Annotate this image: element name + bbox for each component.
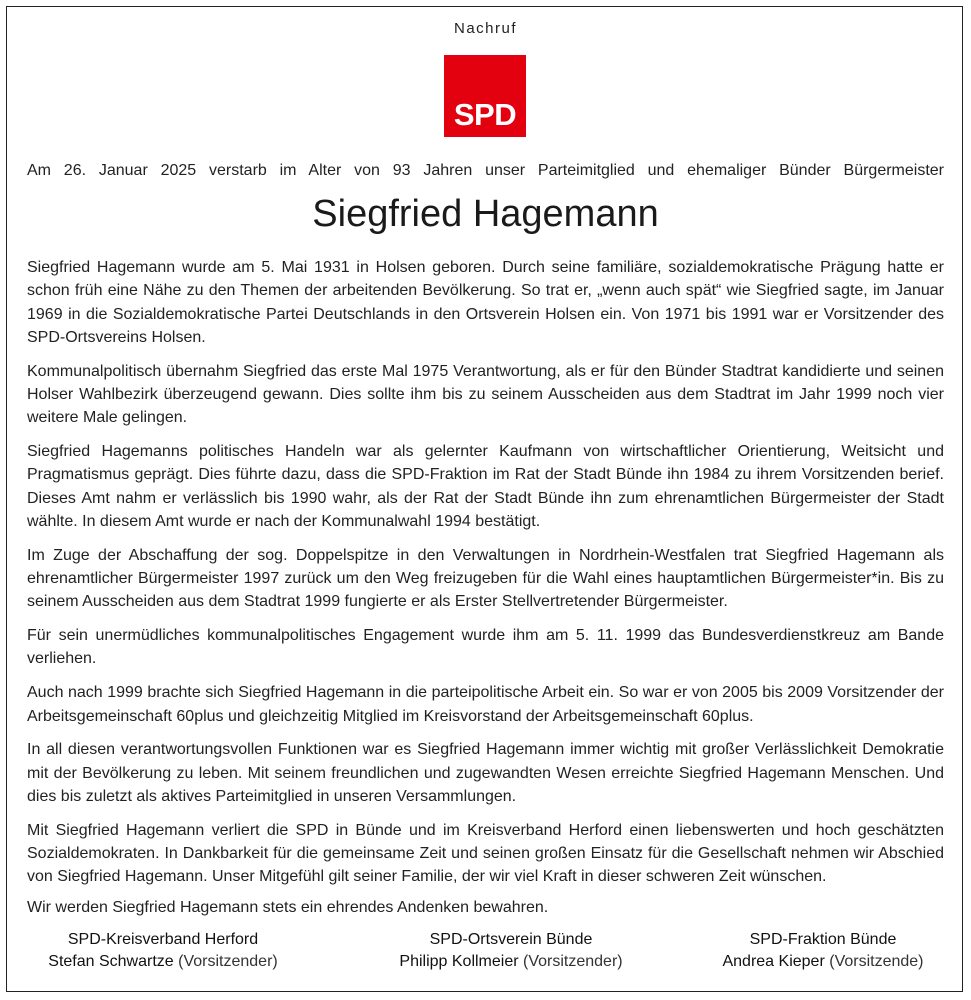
paragraph-city-council: Kommunalpolitisch übernahm Siegfried das erste Mal 1975 Verantwortung, als er für den Bünder Stadtrat kandidierte und seinen Holser Wahlbezirk überzeugend gewann. Dies sollte ihm bis zu seinem Ausscheiden aus dem Stadtrat im Jahr 1999 noch vier weitere Male gelingen. [27,362,944,427]
signature-org: SPD-Ortsverein Bünde [429,931,593,948]
signature-person-name: Andrea Kieper [722,953,825,970]
signature-kreisverband [30,929,296,973]
closing-line: Wir werden Siegfried Hagemann stets ein ehrendes Andenken bewahren. [27,899,549,916]
signature-person [690,951,956,973]
signature-person [30,951,296,973]
notice-header-label: Nachruf [453,20,518,37]
signature-person-role: (Vorsitzende) [829,953,924,970]
paragraph-60plus: Auch nach 1999 brachte sich Siegfried Hagemann in die parteipolitische Arbeit ein. So war er von 2005 bis 2009 Vorsitzender der Arbeitsgemeinschaft 60plus und gleichzeitig Mitglied im Kreisvorstand der Arbeitsgemeinschaft 60plus. [27,684,944,725]
paragraph-award: Für sein unermüdliches kommunalpolitisches Engagement wurde ihm am 5. 11. 1999 das Bundesverdienstkreuz am Bande verliehen. [27,627,944,668]
paragraph-values: In all diesen verantwortungsvollen Funktionen war es Siegfried Hagemann immer wichtig mit großer Verlässlichkeit Demokratie mit der Bevölkerung zu leben. Mit seinem freundlichen und zugewandten Wesen erreichte Siegfried Hagemann Menschen. Und dies bis zuletzt als aktives Parteimitglied in unseren Versammlungen. [27,741,944,805]
paragraph-farewell: Mit Siegfried Hagemann verliert die SPD in Bünde und im Kreisverband Herford einen liebenswerten und hoch geschätzten Sozialdemokraten. In Dankbarkeit für die gemeinsame Zeit und seinen großen Einsatz für die Gesellschaft nehmen wir Abschied von Siegfried Hagemann. Unser Mitgefühl gilt seiner Familie, der wir viel Kraft in dieser schweren Zeit wünschen. [27,821,944,886]
signature-org: SPD-Fraktion Bünde [749,931,897,948]
signature-person-role: (Vorsitzender) [523,953,623,970]
signature-org: SPD-Kreisverband Herford [67,931,259,948]
paragraph-resignation: Im Zuge der Abschaffung der sog. Doppelspitze in den Verwaltungen in Nordrhein-Westfalen trat Siegfried Hagemann als ehrenamtlicher Bürgermeister 1997 zurück um den Weg freizugeben für die Wahl eines hauptamtlichen Bürgermeister*in. Bis zu seinem Ausscheiden aus dem Stadtrat 1999 fungierte er als Erster Stellvertretender Bürgermeister. [27,546,944,611]
signature-person-role: (Vorsitzender) [178,953,278,970]
spd-logo [444,55,526,137]
signature-person [378,951,644,973]
paragraph-biography: Siegfried Hagemann wurde am 5. Mai 1931 in Holsen geboren. Durch seine familiäre, sozialdemokratische Prägung hatte er schon früh eine Nähe zu den Themen der arbeitenden Bevölkerung. So trat er, „wenn auch spät“ wie Siegfried sagte, im Januar 1969 in die Sozialdemokratische Partei Deutschlands in den Ortsverein Holsen ein. Von 1971 bis 1991 war er Vorsitzender des SPD-Ortsvereins Holsen. [27,259,944,346]
spd-logo-text: SPD [453,97,517,132]
signature-fraktion [690,929,956,973]
deceased-name: Siegfried Hagemann [312,193,659,235]
signature-ortsverein [378,929,644,973]
obituary-body [27,256,944,899]
signature-person-name: Philipp Kollmeier [399,953,519,970]
paragraph-mayor: Siegfried Hagemanns politisches Handeln war als gelernter Kaufmann von wirtschaftlicher Orientierung, Weitsicht und Pragmatismus geprägt. Dies führte dazu, dass die SPD-Fraktion im Rat der Stadt Bünde ihn 1984 zu ihrem Vorsitzenden berief. Dieses Amt nahm er verlässlich bis 1990 wahr, als der Rat der Stadt Bünde ihn zum ehrenamtlichen Bürgermeister der Stadt wählte. In diesem Amt wurde er nach der Kommunalwahl 1994 bestätigt. [27,443,944,530]
signature-person-name: Stefan Schwartze [48,953,174,970]
intro-line: Am 26. Januar 2025 verstarb im Alter von 93 Jahren unser Parteimitglied und ehemaliger Bünder Bürgermeister [27,162,944,179]
